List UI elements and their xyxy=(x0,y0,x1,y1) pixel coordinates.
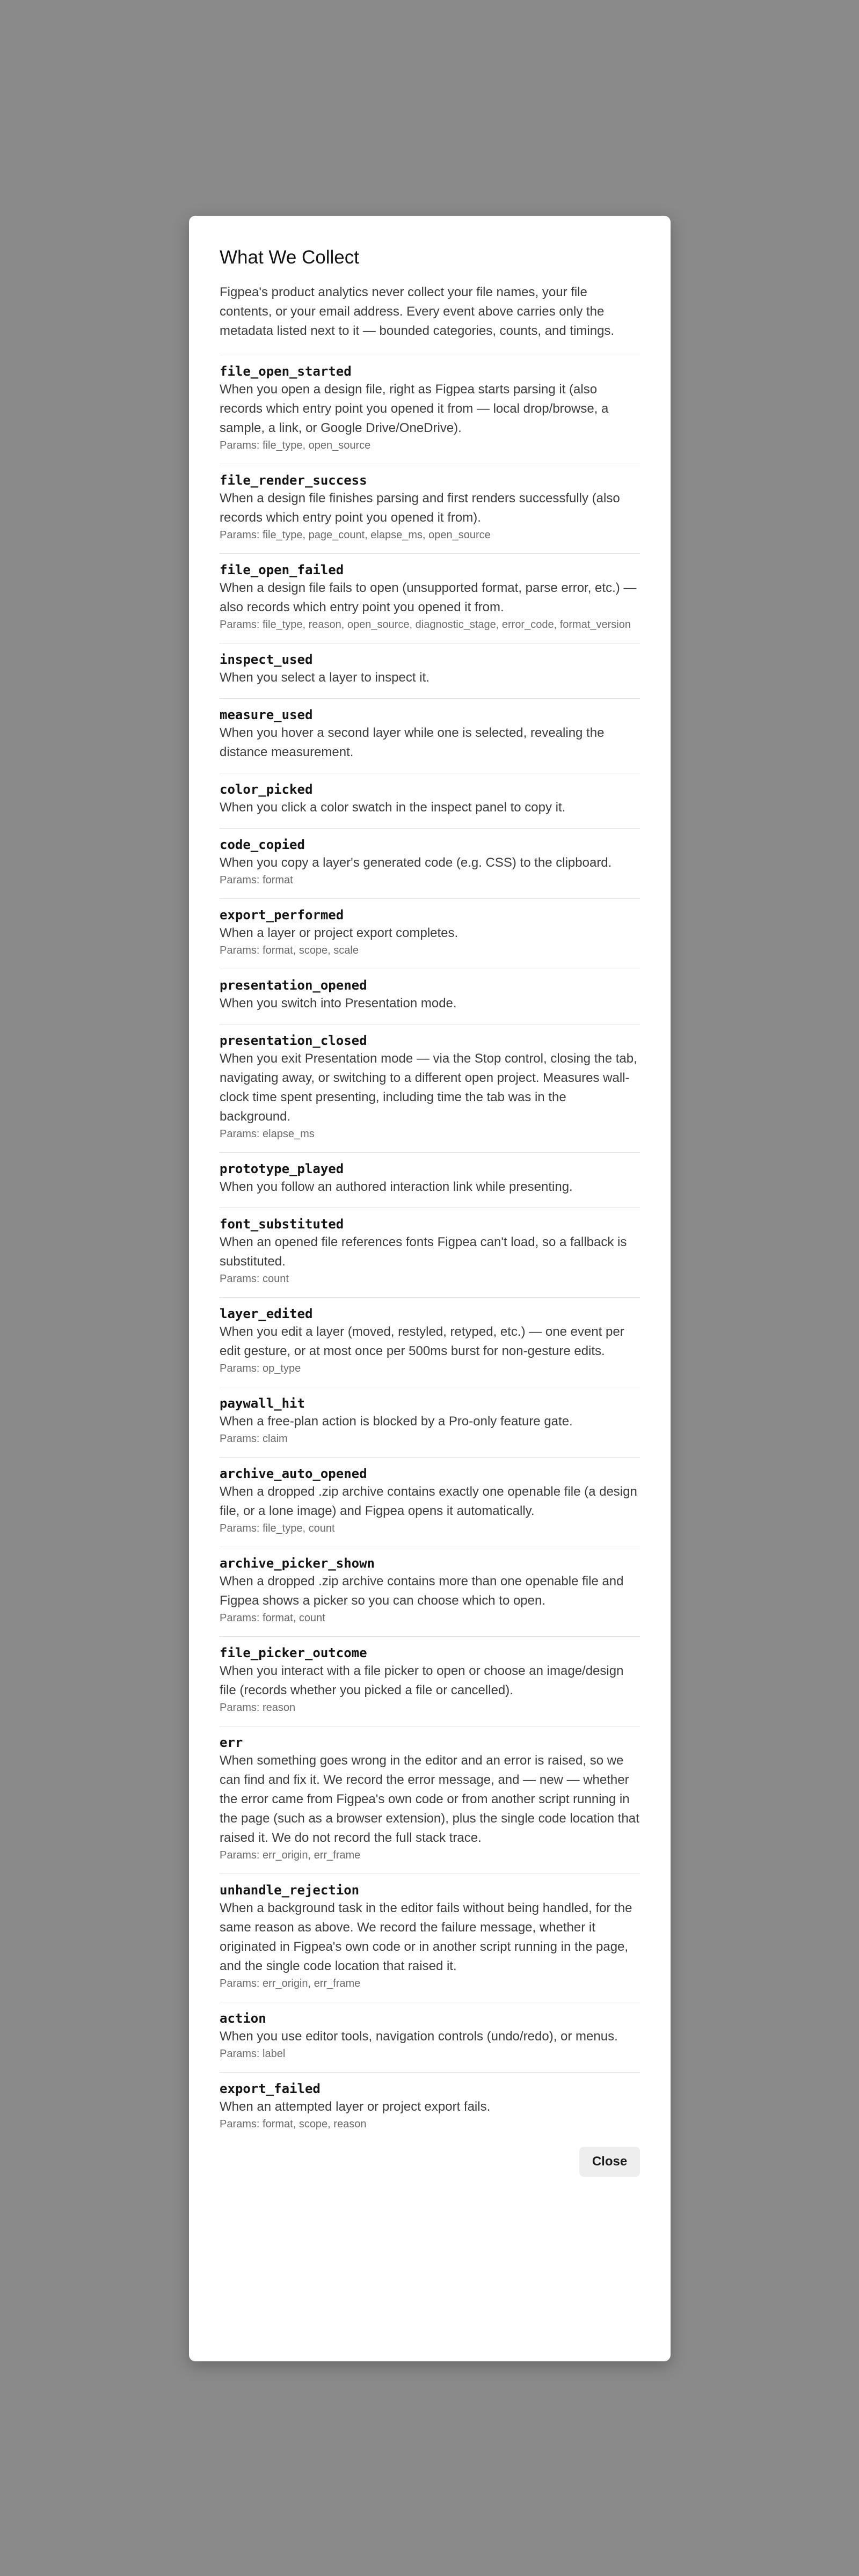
event-item xyxy=(220,1637,640,1726)
event-description: When something goes wrong in the editor and an error is raised, so we can find and fix it. We record the error message, and — new — whether the error came from Figpea's own code or from another script running in the page (such as a browser extension), plus the single code location that raised it. We do not record the full stack trace. xyxy=(220,1753,639,1845)
event-item xyxy=(220,1726,640,1874)
dialog-title: What We Collect xyxy=(220,247,359,268)
event-name: unhandle_rejection xyxy=(220,1883,360,1898)
event-item xyxy=(220,2002,640,2073)
event-description: When you open a design file, right as Figpea starts parsing it (also records which entry point you opened it from — local drop/browse, a sample, a link, or Google Drive/OneDrive). xyxy=(220,382,609,435)
event-item xyxy=(220,699,640,773)
event-name: paywall_hit xyxy=(220,1396,305,1411)
event-item xyxy=(220,1874,640,2002)
event-name: layer_edited xyxy=(220,1306,313,1321)
event-item xyxy=(220,899,640,969)
event-name: err xyxy=(220,1735,243,1750)
event-name: measure_used xyxy=(220,707,313,722)
event-item xyxy=(220,643,640,699)
event-description: When you hover a second layer while one is selected, revealing the distance measurement. xyxy=(220,726,605,759)
event-name: font_substituted xyxy=(220,1217,344,1232)
event-item xyxy=(220,1458,640,1547)
event-params: Params: count xyxy=(220,1273,289,1285)
event-name: code_copied xyxy=(220,837,305,852)
event-name: export_failed xyxy=(220,2081,321,2096)
event-description: When you follow an authored interaction link while presenting. xyxy=(220,1180,573,1194)
event-params: Params: file_type, reason, open_source, diagnostic_stage, error_code, format_version xyxy=(220,619,631,631)
event-description: When you copy a layer's generated code (e.g. CSS) to the clipboard. xyxy=(220,855,612,870)
event-description: When you select a layer to inspect it. xyxy=(220,670,430,685)
event-name: action xyxy=(220,2011,266,2026)
event-description: When you use editor tools, navigation controls (undo/redo), or menus. xyxy=(220,2029,618,2044)
event-description: When a free-plan action is blocked by a Pro-only feature gate. xyxy=(220,1414,573,1429)
event-description: When a design file finishes parsing and first renders successfully (also records which entry point you opened it from). xyxy=(220,491,620,525)
event-item xyxy=(220,1208,640,1298)
event-item xyxy=(220,969,640,1024)
event-params: Params: elapse_ms xyxy=(220,1128,315,1140)
event-params: Params: op_type xyxy=(220,1363,301,1374)
event-params: Params: format xyxy=(220,874,293,886)
event-description: When a dropped .zip archive contains more than one openable file and Figpea shows a picker so you can choose which to open. xyxy=(220,1574,624,1608)
event-params: Params: file_type, open_source xyxy=(220,440,371,451)
event-item xyxy=(220,1298,640,1387)
event-description: When a layer or project export completes. xyxy=(220,926,458,940)
event-description: When you exit Presentation mode — via the Stop control, closing the tab, navigating away, or switching to a different open project. Measures wall-clock time spent presenting, including time the tab was in the background. xyxy=(220,1051,637,1124)
event-name: archive_picker_shown xyxy=(220,1556,375,1571)
event-params: Params: reason xyxy=(220,1702,296,1714)
event-params: Params: file_type, page_count, elapse_ms, open_source xyxy=(220,529,491,541)
event-description: When you interact with a file picker to open or choose an image/design file (records whether you picked a file or cancelled). xyxy=(220,1664,624,1697)
event-description: When you switch into Presentation mode. xyxy=(220,996,457,1011)
what-we-collect-dialog xyxy=(189,216,671,2361)
event-name: file_picker_outcome xyxy=(220,1645,367,1660)
event-name: export_performed xyxy=(220,908,344,923)
dialog-footer xyxy=(220,2142,640,2177)
event-description: When an opened file references fonts Figpea can't load, so a fallback is substituted. xyxy=(220,1235,627,1269)
event-item xyxy=(220,464,640,554)
event-description: When you click a color swatch in the inspect panel to copy it. xyxy=(220,800,566,815)
event-description: When a design file fails to open (unsupported format, parse error, etc.) — also records which entry point you opened it from. xyxy=(220,581,637,614)
event-name: archive_auto_opened xyxy=(220,1466,367,1481)
event-params: Params: format, count xyxy=(220,1612,325,1624)
event-item xyxy=(220,1387,640,1458)
event-name: presentation_opened xyxy=(220,978,367,993)
event-params: Params: err_origin, err_frame xyxy=(220,1978,361,1989)
event-item xyxy=(220,2073,640,2142)
event-list xyxy=(220,355,640,2142)
event-params: Params: format, scope, scale xyxy=(220,945,359,956)
event-params: Params: claim xyxy=(220,1433,288,1445)
event-name: file_open_failed xyxy=(220,562,344,577)
event-name: presentation_closed xyxy=(220,1033,367,1048)
event-description: When you edit a layer (moved, restyled, retyped, etc.) — one event per edit gesture, or at most once per 500ms burst for non-gesture edits. xyxy=(220,1324,624,1358)
intro-text: Figpea's product analytics never collect your file names, your file contents, or your email address. Every event above carries only the metadata listed next to it — bounded categories, counts, and timings. xyxy=(220,275,640,355)
event-params: Params: file_type, count xyxy=(220,1523,335,1534)
event-item xyxy=(220,1153,640,1208)
event-params: Params: label xyxy=(220,2048,286,2060)
event-name: color_picked xyxy=(220,782,313,797)
event-name: prototype_played xyxy=(220,1161,344,1176)
event-item xyxy=(220,773,640,829)
event-item xyxy=(220,1547,640,1637)
event-item xyxy=(220,355,640,464)
event-params: Params: format, scope, reason xyxy=(220,2118,367,2130)
event-description: When a background task in the editor fails without being handled, for the same reason as above. We record the failure message, whether it originated in Figpea's own code or in another script running in the page, and the single code location that raised it. xyxy=(220,1901,632,1973)
event-params: Params: err_origin, err_frame xyxy=(220,1849,361,1861)
close-button[interactable]: Close xyxy=(579,2147,640,2177)
event-item xyxy=(220,829,640,899)
event-item xyxy=(220,554,640,643)
event-description: When a dropped .zip archive contains exactly one openable file (a design file, or a lone image) and Figpea opens it automatically. xyxy=(220,1484,637,1518)
event-description: When an attempted layer or project export fails. xyxy=(220,2099,491,2114)
event-name: inspect_used xyxy=(220,652,313,667)
event-item xyxy=(220,1024,640,1153)
event-name: file_render_success xyxy=(220,473,367,488)
event-name: file_open_started xyxy=(220,364,352,379)
